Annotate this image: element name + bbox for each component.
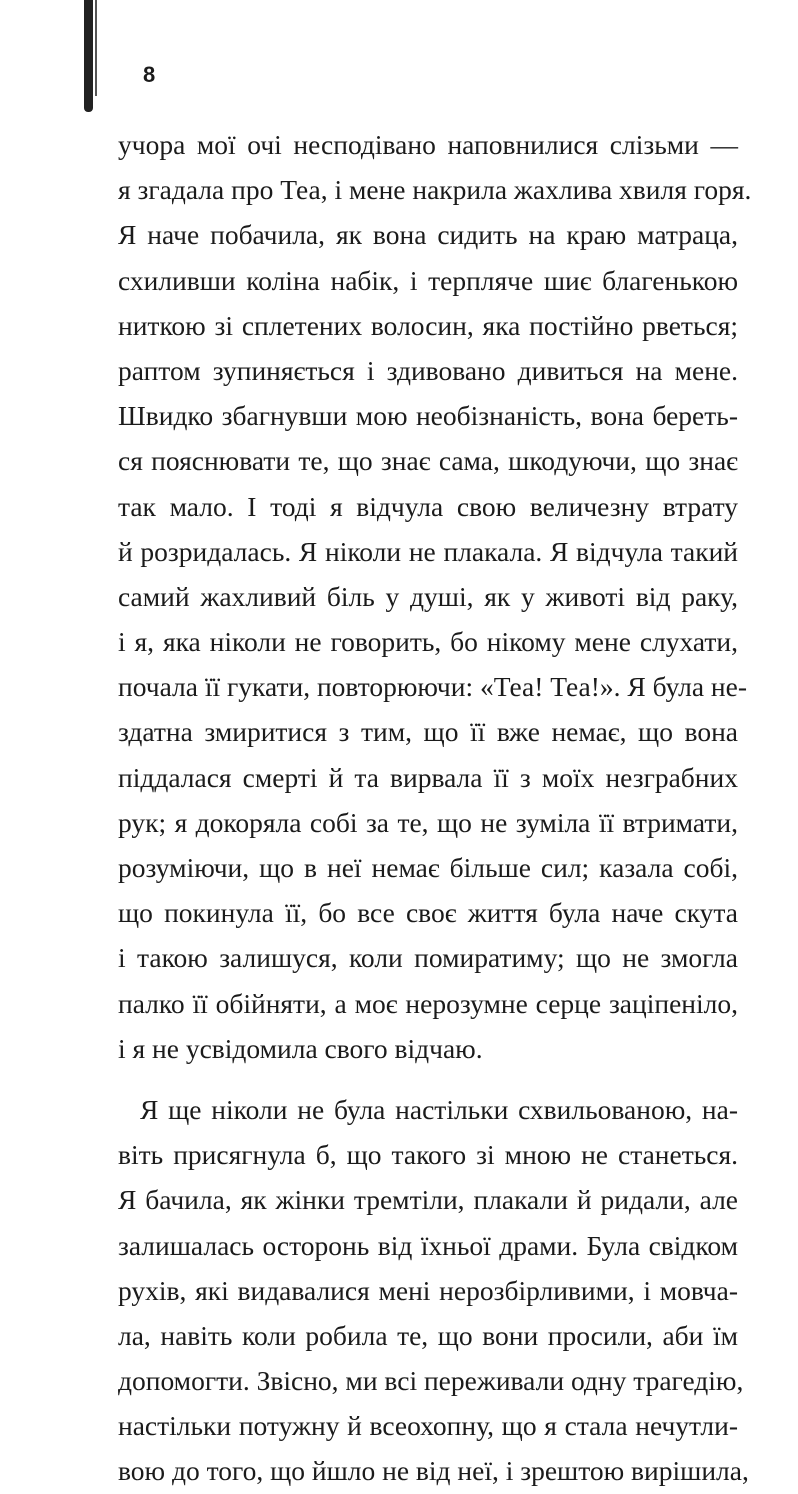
text-line: і такою залишуся, коли помиратиму; що не змогла [118, 942, 738, 974]
text-line: що покинула її, бо все своє життя була наче скута [118, 897, 738, 929]
text-line: я згадала про Теа, і мене накрила жахлива хвиля горя. [118, 174, 752, 206]
text-line: Швидко збагнувши мою необізнаність, вона береть- [118, 400, 738, 432]
text-line: ниткою зі сплетених волосин, яка постійно рветься; [118, 309, 738, 341]
text-line: рухів, які видавалися мені нерозбірливими, і мовча- [118, 1274, 738, 1306]
text-line: так мало. І тоді я відчула свою величезну втрату [118, 490, 738, 522]
text-line: ся пояснювати те, що знає сама, шкодуючи, що знає [118, 445, 738, 477]
text-line: рук; я докоряла собі за те, що не зуміла її втримати, [118, 806, 738, 838]
page-edge-line [95, 0, 97, 96]
text-line: допомогти. Звісно, ми всі переживали одну трагедію, [118, 1365, 744, 1397]
paragraph-gap [118, 1071, 738, 1087]
text-line: Я бачила, як жінки тремтіли, плакали й ридали, але [118, 1184, 738, 1216]
text-line: схиливши коліна набік, і терпляче шиє благенькою [118, 264, 738, 296]
text-line: залишалась осторонь від їхньої драми. Була свідком [118, 1229, 738, 1261]
text-line: піддалася смерті й та вирвала її з моїх незграбних [118, 761, 738, 793]
text-line: розуміючи, що в неї немає більше сил; казала собі, [118, 852, 738, 883]
text-line: здатна змиритися з тим, що її вже немає, що вона [118, 716, 738, 748]
paragraph-2 [118, 1087, 749, 1494]
text-line: ла, навіть коли робила те, що вони просили, аби їм [118, 1319, 738, 1351]
text-line: і я, яка ніколи не говорить, бо нікому мене слухати, [118, 626, 738, 658]
body-text [118, 122, 752, 1494]
text-line: віть присягнула б, що такого зі мною не станеться. [118, 1139, 738, 1171]
text-line: настільки потужну й всеохопну, що я стала нечутли- [118, 1410, 738, 1442]
text-line: і я не усвідомила свого відчаю. [118, 1032, 483, 1064]
text-line: самий жахливий біль у душі, як у животі від раку, [118, 580, 738, 612]
text-line: раптом зупиняється і здивовано дивиться на мене. [118, 354, 738, 386]
text-line: почала її гукати, повторюючи: «Теа! Теа!». Я була не- [118, 671, 747, 703]
text-line: й розридалась. Я ніколи не плакала. Я відчула такий [118, 535, 738, 567]
page-edge-shadow [84, 0, 93, 112]
text-line: вою до того, що йшло не від неї, і зрештою вирішила, [118, 1455, 749, 1487]
text-line: палко її обійняти, а моє нерозумне серце заціпеніло, [118, 987, 738, 1019]
text-line: Я наче побачила, як вона сидить на краю матраца, [118, 219, 738, 251]
page-number: 8 [143, 62, 156, 87]
text-line: учора мої очі несподівано наповнилися слізьми — [118, 129, 738, 160]
paragraph-1 [118, 122, 752, 1071]
text-line: Я ще ніколи не була настільки схвильованою, на- [140, 1093, 738, 1125]
